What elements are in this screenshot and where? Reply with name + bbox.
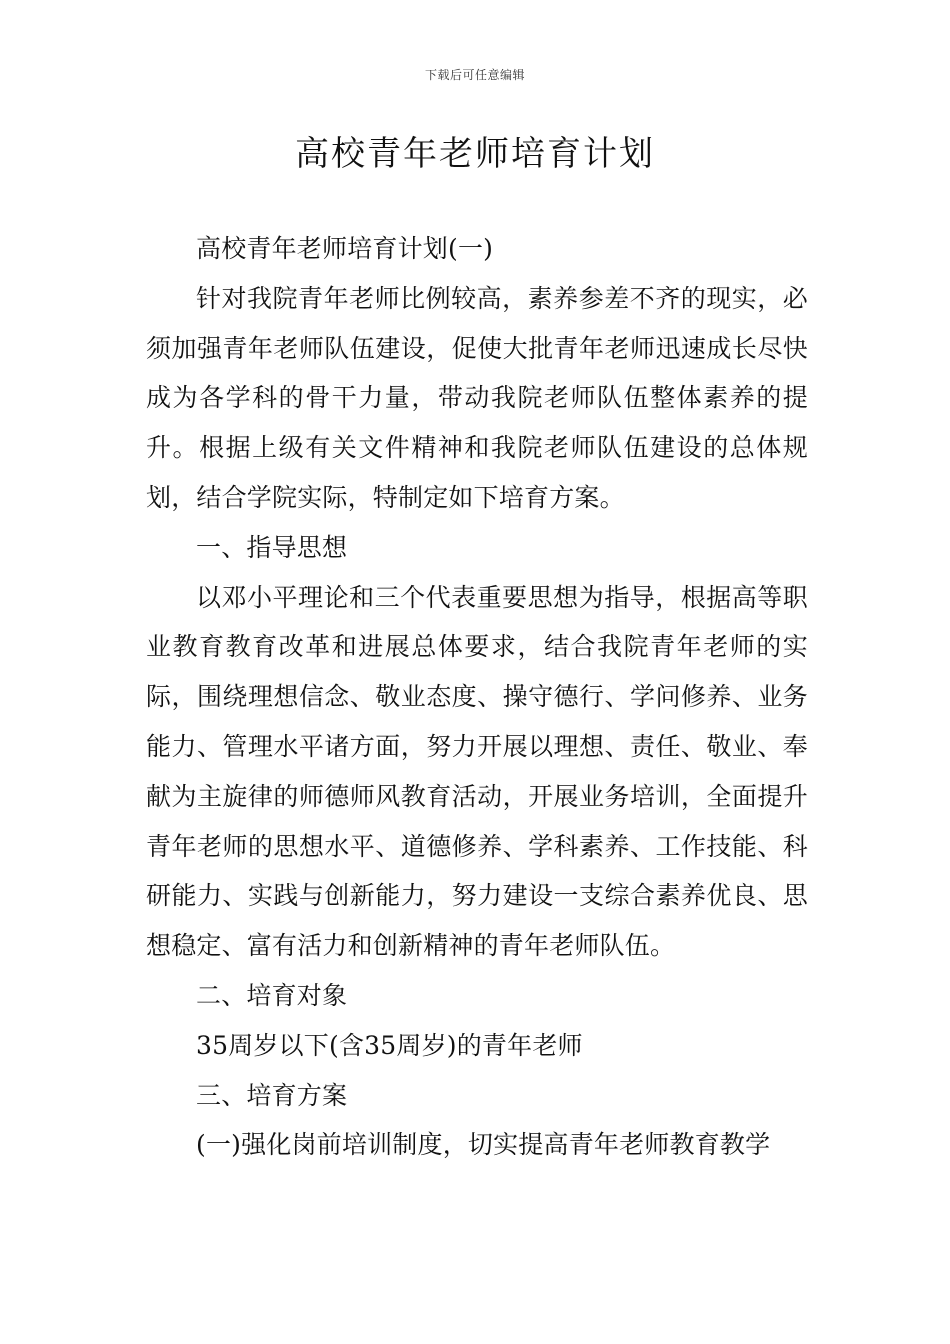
paragraph-intro: 针对我院青年老师比例较高，素养参差不齐的现实，必须加强青年老师队伍建设，促使大批青年老师迅速成长尽快成为各学科的骨干力量，带动我院老师队伍整体素养的提升。根据上级有关文件精神和我院老师队伍建设的总体规划，结合学院实际，特制定如下培育方案。 <box>146 283 808 512</box>
paragraph-subtitle: 高校青年老师培育计划(一) <box>196 234 494 263</box>
paragraph-guiding-thought: 以邓小平理论和三个代表重要思想为指导，根据高等职业教育教育改革和进展总体要求，结合我院青年老师的实际，围绕理想信念、敬业态度、操守德行、学问修养、业务能力、管理水平诸方面，努力开展以理想、责任、敬业、奉献为主旋律的师德师风教育活动，开展业务培训，全面提升青年老师的思想水平、道德修养、学科素养、工作技能、科研能力、实践与创新能力，努力建设一支综合素养优良、思想稳定、富有活力和创新精神的青年老师队伍。 <box>146 582 808 961</box>
section-heading-training-plan: 三、培育方案 <box>196 1080 348 1110</box>
section-heading-training-target: 二、培育对象 <box>196 980 348 1010</box>
section-heading-guiding-thought: 一、指导思想 <box>196 532 348 562</box>
paragraph-training-target: 35周岁以下(含35周岁)的青年老师 <box>196 1030 583 1060</box>
header-note: 下载后可任意编辑 <box>424 68 525 82</box>
document-body <box>146 224 808 1170</box>
paragraph-training-plan-item-1: (一)强化岗前培训制度，切实提高青年老师教育教学 <box>196 1130 771 1160</box>
document-title: 高校青年老师培育计划 <box>295 134 655 174</box>
